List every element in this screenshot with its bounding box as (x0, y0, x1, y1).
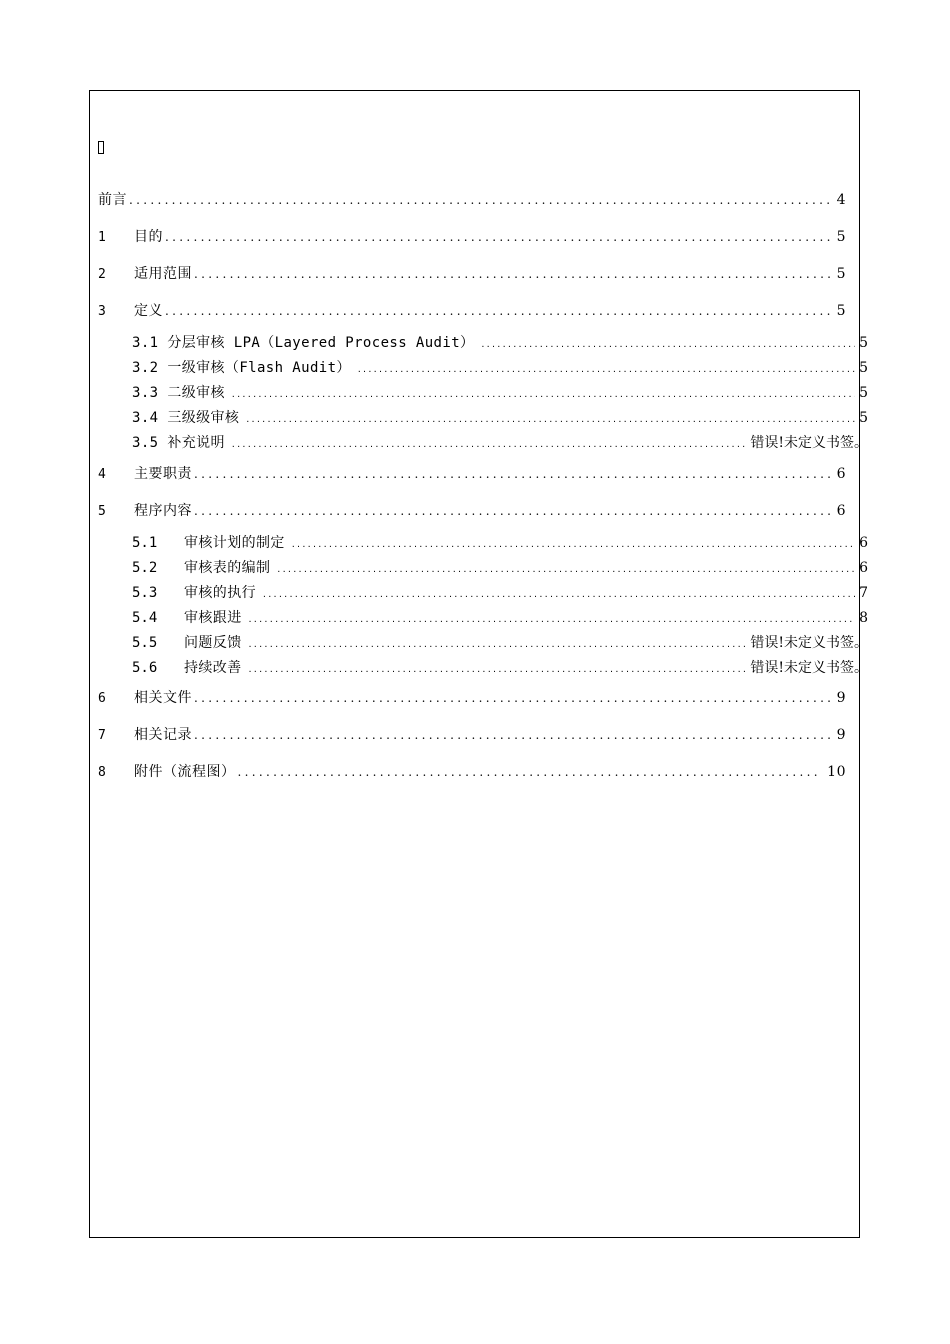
toc-entry-5[interactable] (98, 500, 846, 520)
toc-entry-8[interactable] (98, 761, 846, 781)
toc-entry-preface[interactable] (98, 189, 846, 209)
dot-leader (194, 691, 831, 705)
toc-entry-page: 6 (836, 466, 846, 482)
dot-leader (194, 467, 831, 481)
toc-subentry-3-4[interactable] (132, 407, 868, 427)
toc-entry-page: 8 (859, 610, 868, 626)
toc-entry-6[interactable] (98, 687, 846, 707)
toc-entry-3[interactable] (98, 300, 846, 320)
toc-entry-title: 持续改善 (184, 660, 242, 676)
toc-entry-page: 错误!未定义书签。 (750, 635, 868, 651)
dot-leader (248, 665, 747, 674)
toc-entry-number: 8 (98, 765, 107, 780)
toc-subentry-3-5[interactable] (132, 432, 868, 452)
toc-subentry-5-6[interactable] (132, 657, 868, 677)
toc-entry-title: 目的 (134, 229, 163, 245)
toc-entry-title: 附件（流程图） (134, 764, 236, 780)
toc-subentry-3-1[interactable] (132, 332, 868, 352)
dot-leader (276, 565, 855, 574)
dot-leader (480, 340, 855, 349)
toc-entry-title: 3.4 三级级审核 (132, 410, 240, 426)
toc-entry-title: 相关记录 (134, 727, 192, 743)
toc-entry-title: 定义 (134, 303, 163, 319)
dot-leader (194, 267, 831, 281)
toc-entry-number: 5.6 (132, 660, 158, 676)
toc-entry-title: 3.2 一级审核（Flash Audit） (132, 360, 351, 376)
toc-subentry-5-1[interactable] (132, 532, 868, 552)
toc-entry-2[interactable] (98, 263, 846, 283)
toc-entry-page: 6 (859, 535, 868, 551)
toc-subentry-3-2[interactable] (132, 357, 868, 377)
dot-leader (194, 504, 831, 518)
toc-entry-number: 5.3 (132, 585, 158, 601)
dot-leader (165, 230, 831, 244)
toc-entry-title: 审核表的编制 (184, 560, 271, 576)
dot-leader (291, 540, 855, 549)
toc-subentry-5-3[interactable] (132, 582, 868, 602)
toc-entry-page: 7 (859, 585, 868, 601)
toc-entry-page: 5 (836, 229, 846, 245)
toc-entry-number: 1 (98, 230, 107, 245)
toc-entry-page: 10 (827, 764, 846, 780)
toc-entry-number: 5.1 (132, 535, 158, 551)
dot-leader (248, 615, 855, 624)
toc-entry-number: 5.5 (132, 635, 158, 651)
toc-entry-number: 5.4 (132, 610, 158, 626)
toc-entry-page: 5 (836, 266, 846, 282)
dot-leader (165, 304, 831, 318)
toc-entry-title: 3.3 二级审核 (132, 385, 225, 401)
toc-entry-page: 5 (859, 360, 868, 376)
toc-entry-number: 5.2 (132, 560, 158, 576)
toc-subentry-5-5[interactable] (132, 632, 868, 652)
dot-leader (231, 440, 746, 449)
missing-glyph-icon (98, 141, 104, 154)
toc-entry-title: 前言 (98, 192, 127, 208)
dot-leader (245, 415, 855, 424)
toc-entry-title: 审核的执行 (184, 585, 256, 601)
toc-entry-page: 错误!未定义书签。 (750, 435, 868, 451)
dot-leader (238, 765, 822, 779)
dot-leader (248, 640, 747, 649)
toc-entry-number: 5 (98, 504, 107, 519)
toc-entry-4[interactable] (98, 463, 846, 483)
toc-subentry-5-4[interactable] (132, 607, 868, 627)
toc-entry-title: 适用范围 (134, 266, 192, 282)
toc-entry-number: 2 (98, 267, 107, 282)
toc-entry-title: 问题反馈 (184, 635, 242, 651)
toc-entry-number: 6 (98, 691, 107, 706)
toc-entry-page: 5 (859, 335, 868, 351)
toc-entry-title: 主要职责 (134, 466, 192, 482)
dot-leader (231, 390, 855, 399)
dot-leader (129, 193, 831, 207)
toc-entry-number: 3 (98, 304, 107, 319)
toc-entry-1[interactable] (98, 226, 846, 246)
toc-entry-title: 相关文件 (134, 690, 192, 706)
toc-entry-page: 错误!未定义书签。 (750, 660, 868, 676)
toc-entry-page: 5 (859, 410, 868, 426)
toc-subentry-5-2[interactable] (132, 557, 868, 577)
toc-entry-title: 审核计划的制定 (184, 535, 285, 551)
toc-entry-page: 5 (859, 385, 868, 401)
toc-entry-number: 7 (98, 728, 107, 743)
toc-entry-page: 9 (836, 727, 846, 743)
toc-subentry-3-3[interactable] (132, 382, 868, 402)
toc-entry-title: 3.1 分层审核 LPA（Layered Process Audit） (132, 335, 475, 351)
toc-entry-page: 6 (859, 560, 868, 576)
toc-entry-page: 5 (836, 303, 846, 319)
toc-entry-title: 3.5 补充说明 (132, 435, 225, 451)
toc-entry-7[interactable] (98, 724, 846, 744)
toc-entry-page: 4 (836, 192, 846, 208)
toc-entry-title: 审核跟进 (184, 610, 242, 626)
dot-leader (194, 728, 831, 742)
dot-leader (262, 590, 855, 599)
toc-entry-page: 6 (836, 503, 846, 519)
toc-entry-number: 4 (98, 467, 107, 482)
dot-leader (357, 365, 855, 374)
toc-entry-page: 9 (836, 690, 846, 706)
toc-entry-title: 程序内容 (134, 503, 192, 519)
